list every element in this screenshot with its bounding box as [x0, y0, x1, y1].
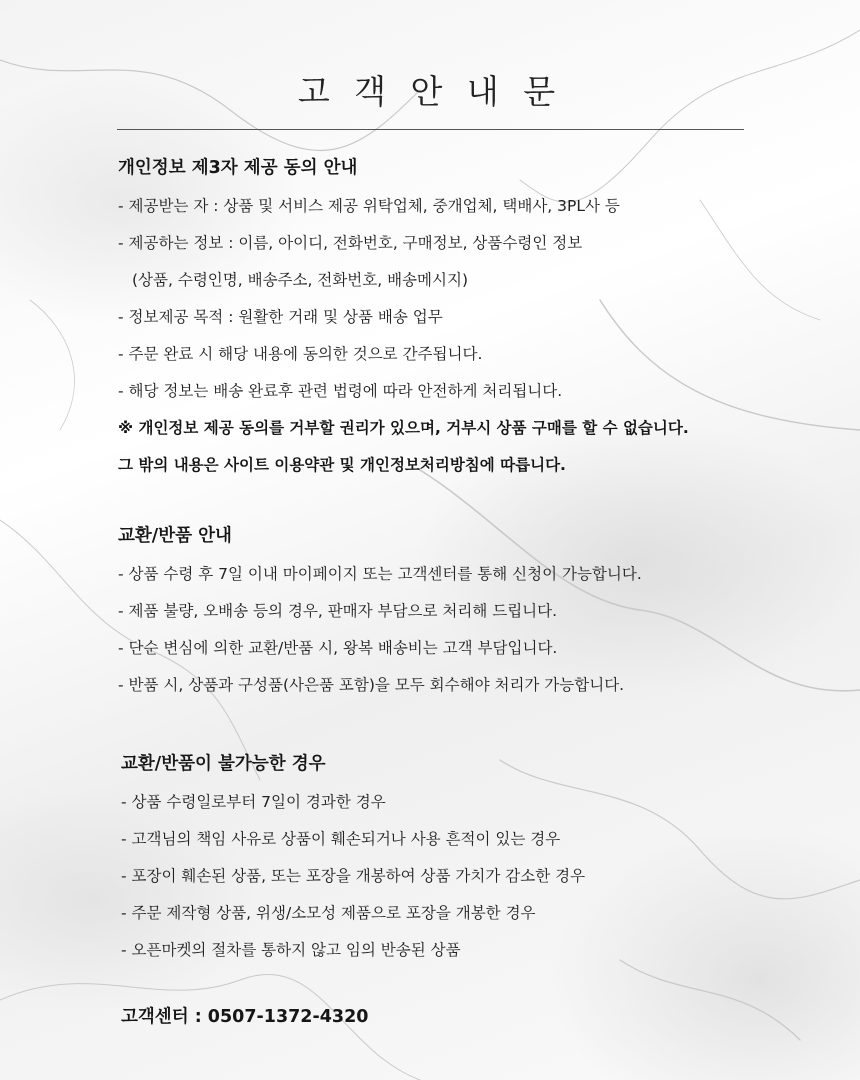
privacy-line: - 해당 정보는 배송 완료후 관련 법령에 따라 안전하게 처리됩니다.	[118, 382, 563, 400]
exchange-line: - 단순 변심에 의한 교환/반품 시, 왕복 배송비는 고객 부담입니다.	[118, 639, 558, 657]
exchange-line: - 상품 수령 후 7일 이내 마이페이지 또는 고객센터를 통해 신청이 가능합니다.	[118, 565, 642, 583]
exchange-line: - 반품 시, 상품과 구성품(사은품 포함)을 모두 회수해야 처리가 가능합니다.	[118, 676, 625, 694]
title-divider	[117, 129, 744, 130]
exchange-section	[118, 524, 818, 704]
privacy-line: - 제공받는 자 : 상품 및 서비스 제공 위탁업체, 중개업체, 택배사, 3PL사 등	[118, 197, 620, 215]
customer-center-phone: 고객센터 : 0507-1372-4320	[121, 1007, 369, 1027]
not-allowed-line: - 상품 수령일로부터 7일이 경과한 경우	[121, 793, 386, 811]
privacy-line: - 주문 완료 시 해당 내용에 동의한 것으로 간주됩니다.	[118, 345, 483, 363]
not-allowed-heading: 교환/반품이 불가능한 경우	[121, 754, 326, 774]
not-allowed-line: - 포장이 훼손된 상품, 또는 포장을 개봉하여 상품 가치가 감소한 경우	[121, 867, 586, 885]
privacy-notice: 그 밖의 내용은 사이트 이용약관 및 개인정보처리방침에 따릅니다.	[118, 456, 566, 474]
not-allowed-line: - 오픈마켓의 절차를 통하지 않고 임의 반송된 상품	[121, 941, 461, 959]
privacy-line: - 제공하는 정보 : 이름, 아이디, 전화번호, 구매정보, 상품수령인 정보	[118, 234, 583, 252]
privacy-line: - 정보제공 목적 : 원활한 거래 및 상품 배송 업무	[118, 308, 443, 326]
not-allowed-line: - 고객님의 책임 사유로 상품이 훼손되거나 사용 흔적이 있는 경우	[121, 830, 561, 848]
privacy-line: (상품, 수령인명, 배송주소, 전화번호, 배송메시지)	[132, 271, 468, 289]
page-title: 고 객 안 내 문	[297, 72, 563, 111]
not-allowed-line: - 주문 제작형 상품, 위생/소모성 제품으로 포장을 개봉한 경우	[121, 904, 536, 922]
exchange-heading: 교환/반품 안내	[118, 526, 232, 546]
privacy-heading: 개인정보 제3자 제공 동의 안내	[118, 158, 358, 178]
privacy-notice: ※ 개인정보 제공 동의를 거부할 권리가 있으며, 거부시 상품 구매를 할 수 없습니다.	[118, 419, 689, 437]
exchange-line: - 제품 불량, 오배송 등의 경우, 판매자 부담으로 처리해 드립니다.	[118, 602, 558, 620]
customer-center	[121, 1003, 368, 1028]
privacy-section	[118, 156, 818, 484]
not-allowed-section	[121, 752, 821, 969]
